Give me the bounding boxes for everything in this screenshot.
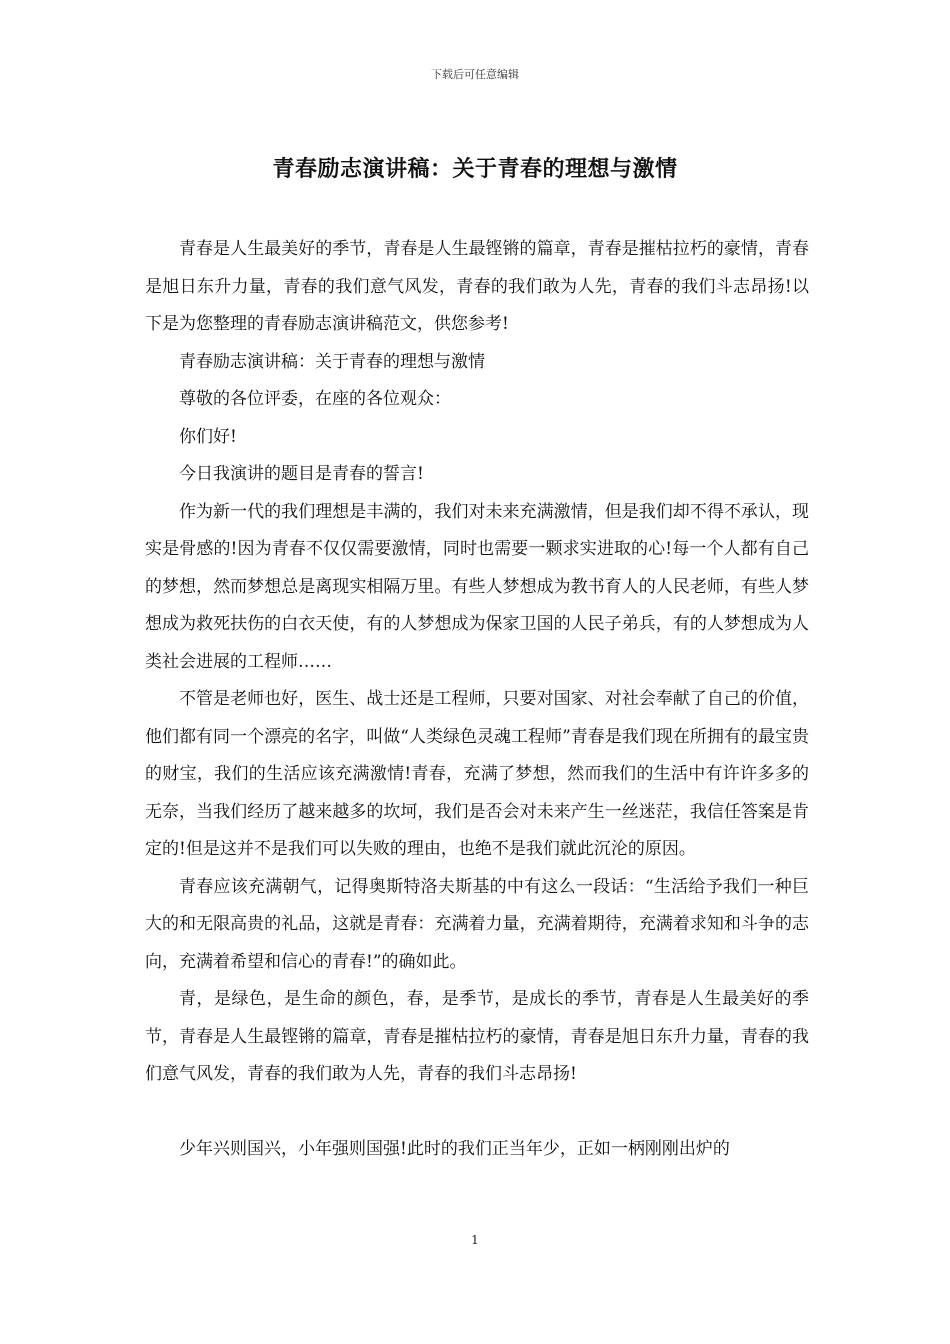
page-number: 1	[471, 1233, 479, 1247]
paragraph-nation: 少年兴则国兴，小年强则国强!此时的我们正当年少，正如一柄刚刚出炉的	[179, 1138, 730, 1159]
paragraph-dreams: 作为新一代的我们理想是丰满的，我们对未来充满激情，但是我们却不得不承认，现实是骨感的!因为青春不仅仅需要激情，同时也需要一颗求实进取的心!每一个人都有自己的梦想，然而梦想总是离现实相隔万里。有些人梦想成为教书育人的人民老师，有些人梦想成为救死扶伤的白衣天使，有的人梦想成为保家卫国的人民子弟兵，有的人梦想成为人类社会进展的工程师……	[145, 501, 809, 672]
paragraph-intro: 青春是人生最美好的季节，青春是人生最铿锵的篇章，青春是摧枯拉朽的豪情，青春是旭日东升力量，青春的我们意气风发，青春的我们敢为人先，青春的我们斗志昂扬!以下是为您整理的青春励志演讲稿范文，供您参考!	[145, 239, 809, 334]
paragraph-topic: 今日我演讲的题目是青春的誓言!	[179, 464, 424, 484]
document-title: 青春励志演讲稿：关于青春的理想与激情	[272, 156, 678, 182]
paragraph-youth: 青，是绿色，是生命的颜色，春，是季节，是成长的季节，青春是人生最美好的季节，青春是人生最铿锵的篇章，青春是摧枯拉朽的豪情，青春是旭日东升力量，青春的我们意气风发，青春的我们敢为人先，青春的我们斗志昂扬!	[145, 989, 809, 1084]
paragraph-engineers: 不管是老师也好，医生、战士还是工程师，只要对国家、对社会奉献了自己的价值，他们都有同一个漂亮的名字，叫做“人类绿色灵魂工程师”青春是我们现在所拥有的最宝贵的财宝，我们的生活应该充满激情!青春，充满了梦想，然而我们的生活中有许许多多的无奈，当我们经历了越来越多的坎坷，我们是否会对未来产生一丝迷茫，我信任答案是肯定的!但是这并不是我们可以失败的理由，也绝不是我们就此沉沦的原因。	[145, 689, 809, 859]
header-note: 下载后可任意编辑	[431, 68, 519, 81]
paragraph-greeting: 你们好!	[179, 426, 237, 447]
document-body	[145, 231, 809, 1168]
paragraph-salutation: 尊敬的各位评委，在座的各位观众：	[179, 389, 451, 409]
paragraph-quote: 青春应该充满朝气，记得奥斯特洛夫斯基的中有这么一段话：“生活给予我们一种巨大的和无限高贵的礼品，这就是青春：充满着力量，充满着期待，充满着求知和斗争的志向，充满着希望和信心的青春!”的确如此。	[145, 876, 809, 972]
paragraph-speech-title: 青春励志演讲稿：关于青春的理想与激情	[179, 351, 485, 372]
